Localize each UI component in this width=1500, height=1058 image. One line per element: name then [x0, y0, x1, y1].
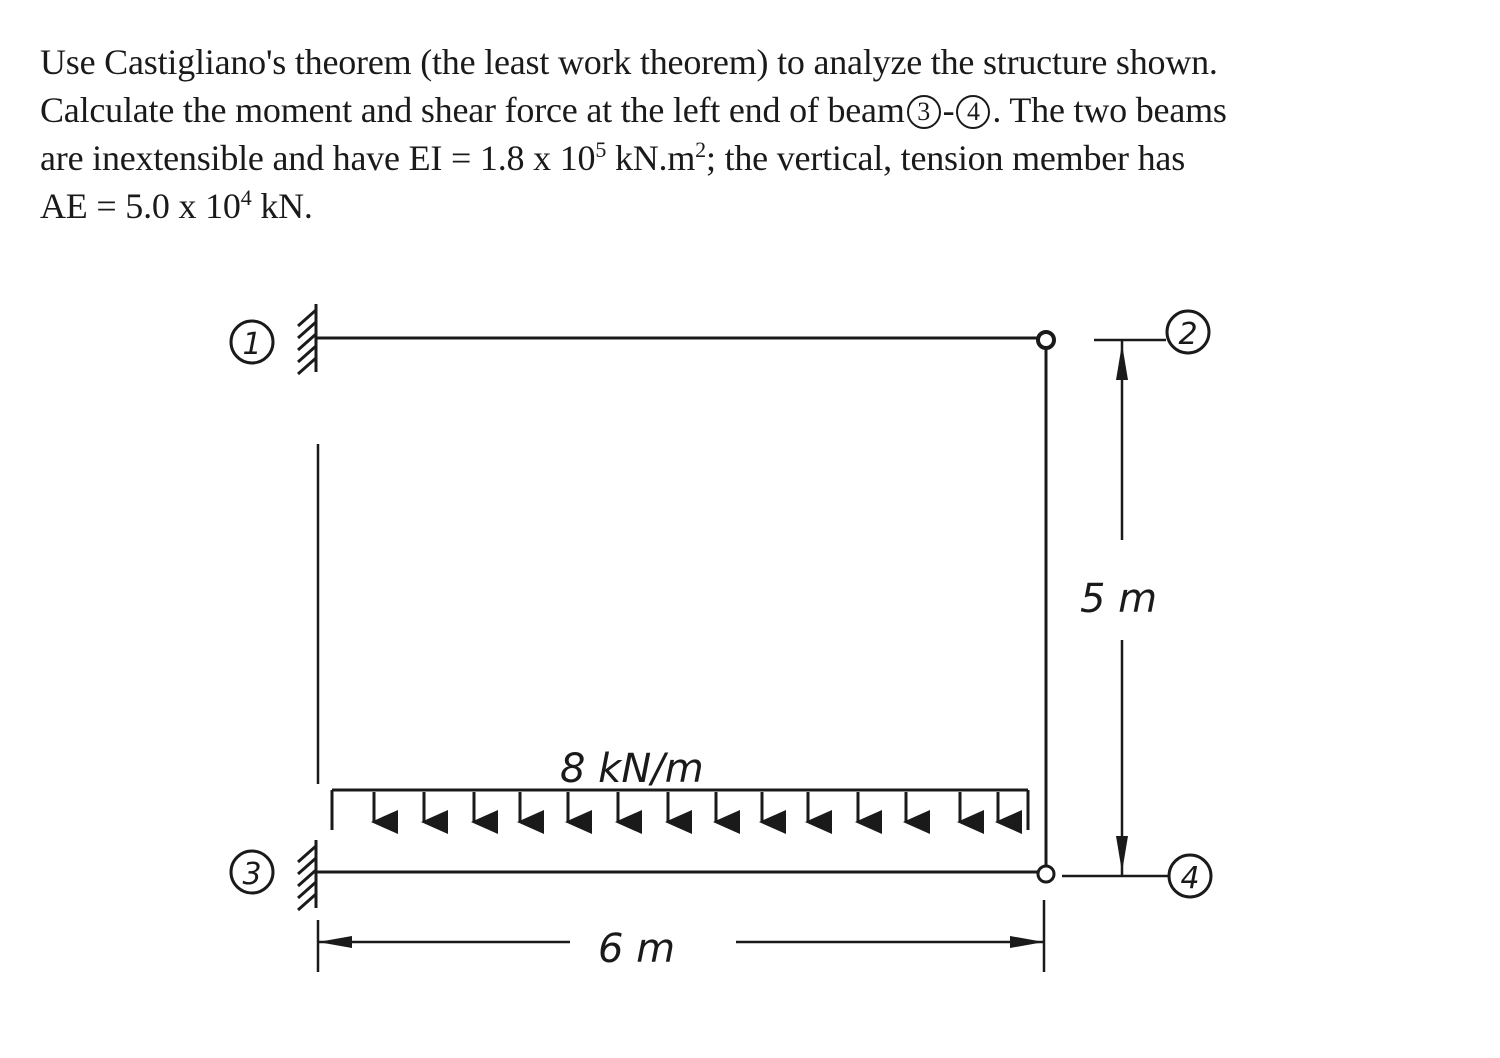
span-label: 6 m: [598, 926, 676, 972]
node-dash: -: [942, 90, 955, 130]
ae-exponent: 4: [240, 185, 252, 210]
node-2-label: [1167, 311, 1209, 353]
node-4-label: [1169, 855, 1211, 897]
node-3-badge: 3: [907, 95, 941, 129]
fixed-support-bottom: [298, 840, 316, 910]
svg-text:4: 4: [1180, 861, 1200, 896]
svg-text:1: 1: [242, 327, 262, 362]
problem-line-1-text: Use Castigliano's theorem (the least work theorem) to analyze the structure shown.: [40, 42, 1218, 82]
ae-text: AE = 5.0 x 10: [40, 186, 241, 226]
height-label: 5 m: [1080, 576, 1158, 622]
node-3-label: [231, 851, 273, 893]
load-arrows: [374, 792, 998, 822]
node-1-label: [231, 321, 273, 363]
svg-text:2: 2: [1178, 317, 1198, 352]
problem-line-2-tail: . The two beams: [992, 90, 1227, 130]
fixed-support-top: [298, 304, 316, 374]
ei-text: are inextensible and have EI = 1.8 x 10: [40, 138, 596, 178]
ei-unit: kN.m: [606, 138, 696, 178]
hinge-bottom: [1038, 866, 1054, 882]
problem-line-2-text: Calculate the moment and shear force at the left end of beam: [40, 90, 905, 130]
problem-line-3-tail: ; the vertical, tension member has: [705, 138, 1186, 178]
distributed-load: [332, 790, 1028, 830]
svg-text:3: 3: [242, 857, 262, 892]
load-label: 8 kN/m: [560, 746, 704, 792]
ei-unit-exponent: 2: [695, 137, 706, 162]
ei-exponent: 5: [595, 137, 607, 162]
span-dimension: [318, 900, 1044, 972]
hinge-top: [1038, 332, 1054, 348]
ae-unit: kN.: [251, 186, 313, 226]
node-4-badge: 4: [956, 95, 990, 129]
